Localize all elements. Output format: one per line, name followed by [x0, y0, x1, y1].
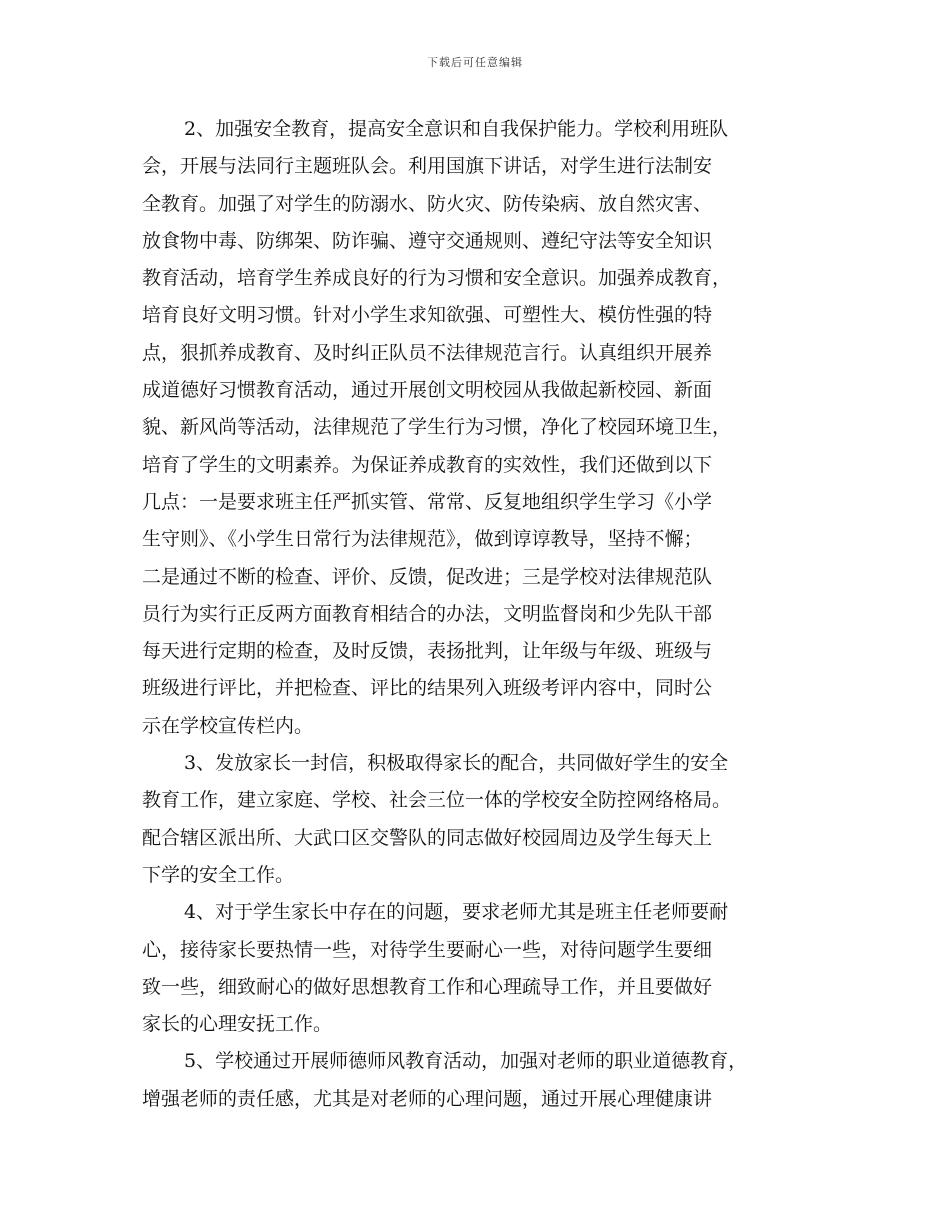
text-line: 貌、新风尚等活动，法律规范了学生行为习惯，净化了校园环境卫生， — [142, 416, 732, 439]
text-line: 示在学校宣传栏内。 — [142, 714, 314, 737]
text-line: 培育良好文明习惯。针对小学生求知欲强、可塑性大、模仿性强的特 — [142, 304, 713, 327]
text-line: 会，开展与法同行主题班队会。利用国旗下讲话，对学生进行法制安 — [142, 155, 713, 178]
text-line: 心，接待家长要热情一些，对待学生要耐心一些，对待问题学生要细 — [142, 938, 713, 961]
paragraph-3 — [142, 894, 822, 1043]
text-line: 二是通过不断的检查、评价、反馈，促改进；三是学校对法律规范队 — [142, 565, 713, 588]
text-line: 4、对于学生家长中存在的问题，要求老师尤其是班主任老师要耐 — [184, 901, 729, 924]
text-line: 教育活动，培育学生养成良好的行为习惯和安全意识。加强养成教育， — [142, 267, 732, 290]
text-line: 家长的心理安抚工作。 — [142, 1013, 333, 1036]
text-line: 教育工作，建立家庭、学校、社会三位一体的学校安全防控网络格局。 — [142, 789, 732, 812]
text-line: 配合辖区派出所、大武口区交警队的同志做好校园周边及学生每天上 — [142, 826, 713, 849]
text-line: 全教育。加强了对学生的防溺水、防火灾、防传染病、放自然灾害、 — [142, 192, 713, 215]
paragraph-2 — [142, 745, 822, 894]
text-line: 下学的安全工作。 — [142, 863, 295, 886]
text-line: 几点：一是要求班主任严抓实管、常常、反复地组织学生学习《小学 — [142, 490, 713, 513]
text-line: 5、学校通过开展师德师风教育活动，加强对老师的职业道德教育， — [184, 1050, 748, 1073]
text-line: 致一些，细致耐心的做好思想教育工作和心理疏导工作，并且要做好 — [142, 975, 713, 998]
document-body — [142, 111, 822, 1118]
paragraph-1 — [142, 111, 822, 745]
text-line: 点，狠抓养成教育、及时纠正队员不法律规范言行。认真组织开展养 — [142, 341, 713, 364]
text-line: 每天进行定期的检查，及时反馈，表扬批判，让年级与年级、班级与 — [142, 640, 713, 663]
text-line: 员行为实行正反两方面教育相结合的办法，文明监督岗和少先队干部 — [142, 602, 713, 625]
page-header: 下载后可任意编辑 — [427, 56, 523, 69]
text-line: 增强老师的责任感，尤其是对老师的心理问题，通过开展心理健康讲 — [142, 1087, 713, 1110]
text-line: 2、加强安全教育，提高安全意识和自我保护能力。学校利用班队 — [184, 118, 729, 140]
text-line: 班级进行评比，并把检查、评比的结果列入班级考评内容中，同时公 — [142, 677, 713, 700]
text-line: 放食物中毒、防绑架、防诈骗、遵守交通规则、遵纪守法等安全知识 — [142, 229, 713, 252]
text-line: 成道德好习惯教育活动，通过开展创文明校园从我做起新校园、新面 — [142, 379, 713, 402]
text-line: 3、发放家长一封信，积极取得家长的配合，共同做好学生的安全 — [184, 752, 729, 775]
paragraph-4 — [142, 1043, 822, 1118]
text-line: 生守则》、《小学生日常行为法律规范》，做到谆谆教导，坚持不懈； — [142, 528, 703, 551]
text-line: 培育了学生的文明素养。为保证养成教育的实效性，我们还做到以下 — [142, 453, 713, 476]
